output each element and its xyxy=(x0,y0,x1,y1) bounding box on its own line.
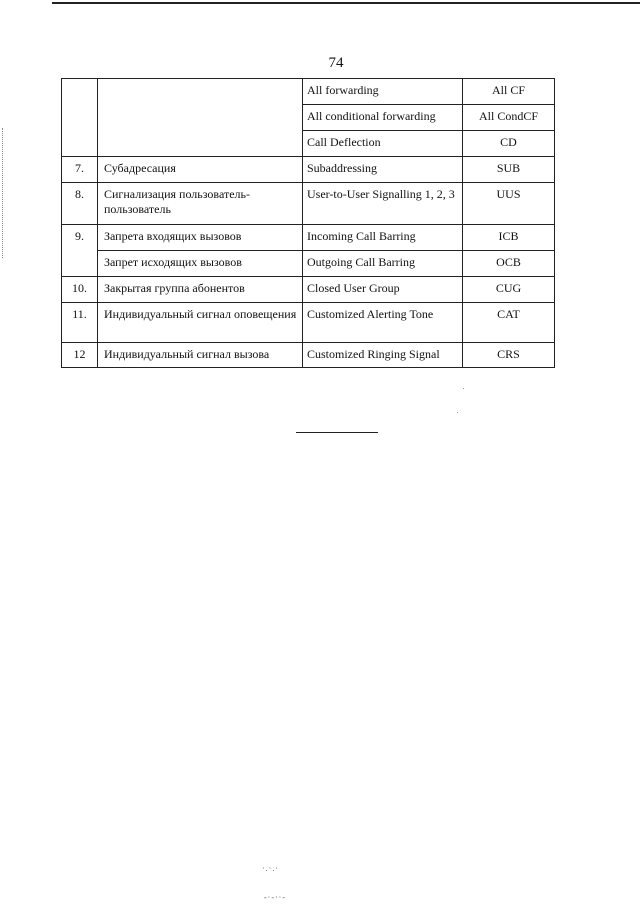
service-name-ru: Сигнализация пользователь-пользователь xyxy=(98,183,303,225)
service-name-en: Customized Ringing Signal xyxy=(303,343,463,368)
service-abbreviation: SUB xyxy=(463,157,555,183)
service-name-ru: Субадресация xyxy=(98,157,303,183)
service-name-ru: Запрет исходящих вызовов xyxy=(98,251,303,277)
table-row xyxy=(62,131,555,157)
table-row xyxy=(62,79,555,105)
service-name-en: Incoming Call Barring xyxy=(303,225,463,251)
service-name-en: All conditional forwarding xyxy=(303,105,463,131)
service-name-ru: Индивидуальный сигнал вызова xyxy=(98,343,303,368)
scan-artifact-mark: -·-··- xyxy=(264,893,286,902)
row-number: 12 xyxy=(62,343,98,368)
service-abbreviation: ICB xyxy=(463,225,555,251)
service-abbreviation: CAT xyxy=(463,303,555,343)
service-name-en: Closed User Group xyxy=(303,277,463,303)
service-abbreviation: CUG xyxy=(463,277,555,303)
service-name-en: All forwarding xyxy=(303,79,463,105)
row-number: 11. xyxy=(62,303,98,343)
table-row xyxy=(62,251,555,277)
scan-speck xyxy=(457,412,458,413)
row-number xyxy=(62,131,98,157)
table-row xyxy=(62,277,555,303)
service-name-en: Subaddressing xyxy=(303,157,463,183)
service-name-en: Outgoing Call Barring xyxy=(303,251,463,277)
table-row xyxy=(62,183,555,225)
scan-margin-mark xyxy=(2,128,6,258)
table-row xyxy=(62,343,555,368)
row-number xyxy=(62,251,98,277)
service-abbreviation: CRS xyxy=(463,343,555,368)
service-name-en: Call Deflection xyxy=(303,131,463,157)
service-name-ru: Индивидуальный сигнал оповещения xyxy=(98,303,303,343)
services-table xyxy=(61,78,555,368)
service-abbreviation: All CF xyxy=(463,79,555,105)
service-name-ru: Закрытая группа абонентов xyxy=(98,277,303,303)
scan-speck xyxy=(463,388,464,389)
row-number: 8. xyxy=(62,183,98,225)
row-number: 9. xyxy=(62,225,98,251)
table-row xyxy=(62,105,555,131)
table-row xyxy=(62,157,555,183)
service-name-ru xyxy=(98,131,303,157)
service-name-ru: Запрета входящих вызовов xyxy=(98,225,303,251)
page-number: 74 xyxy=(328,55,344,71)
service-name-en: User-to-User Signalling 1, 2, 3 xyxy=(303,183,463,225)
service-name-en: Customized Alerting Tone xyxy=(303,303,463,343)
row-number: 10. xyxy=(62,277,98,303)
service-abbreviation: CD xyxy=(463,131,555,157)
service-abbreviation: All CondCF xyxy=(463,105,555,131)
row-number xyxy=(62,79,98,105)
top-edge-rule xyxy=(52,2,640,4)
service-name-ru xyxy=(98,105,303,131)
table-row xyxy=(62,303,555,343)
service-name-ru xyxy=(98,79,303,105)
service-abbreviation: OCB xyxy=(463,251,555,277)
table-row xyxy=(62,225,555,251)
service-abbreviation: UUS xyxy=(463,183,555,225)
scan-artifact-mark: ·.·.· xyxy=(262,864,279,873)
row-number xyxy=(62,105,98,131)
end-of-section-rule xyxy=(296,432,378,433)
row-number: 7. xyxy=(62,157,98,183)
